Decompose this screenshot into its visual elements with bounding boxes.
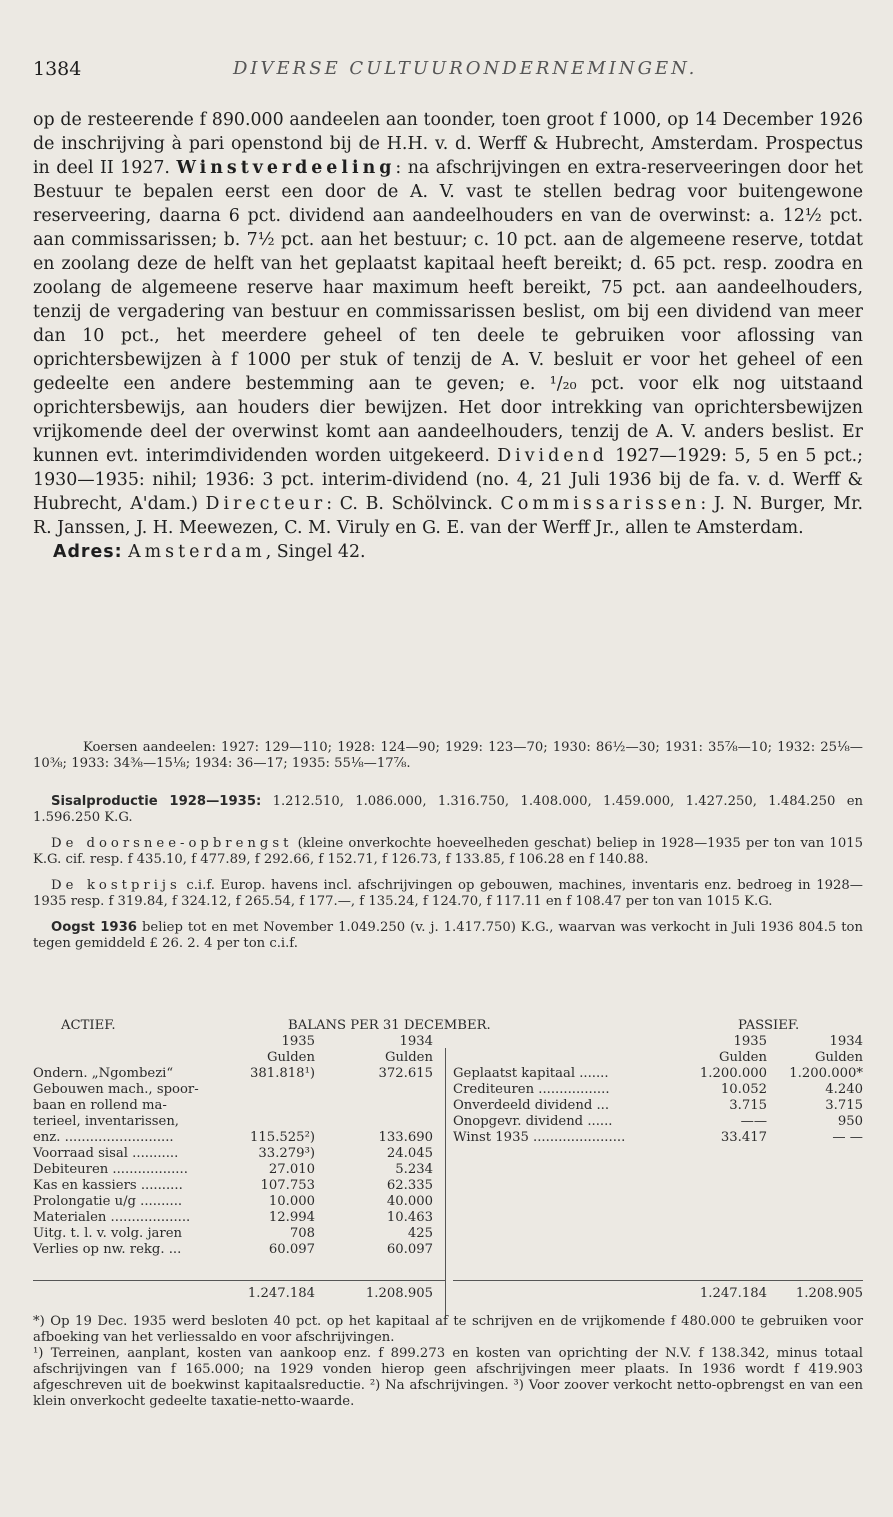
actief-label: Ondern. „Ngombezi“ — [33, 1066, 174, 1081]
running-title: DIVERSE CULTUURONDERNEMINGEN. — [233, 58, 698, 79]
year-header-row — [33, 1034, 863, 1050]
opbrengst-paragraph — [33, 836, 863, 868]
passief-label: Winst 1935 ...................... — [453, 1130, 626, 1145]
intro-line-1: op de resteerende f 890.000 aandeelen aan toonder, toen groot f 1000, op — [33, 110, 689, 130]
actief-value-1934: 40.000 — [386, 1194, 433, 1209]
passief-row — [33, 1098, 863, 1114]
total-passief-1934: 1.208.905 — [795, 1286, 863, 1301]
passief-row — [33, 1082, 863, 1098]
footnote-numbered: ¹) Terreinen, aanplant, kosten van aankoop enz. f 899.273 en kosten van oprichting der N.V. f 138.342, minus totaal afschrijvingen van f 165.000; na 1929 vonden hierop geen afschrijvingen meer plaats. In 1936 wordt f 419.903 afgeschreven uit de boekwinst kapitaalsreductie. ²) Na afschrijvingen. ³) Voor zoover verkocht netto-opbrengst en van een klein onverkocht gedeelte taxatie-netto-waarde. — [33, 1346, 863, 1409]
page-number: 1384 — [33, 58, 82, 80]
kostprijs-label: De kostprijs — [51, 878, 181, 893]
intro-line-3: & Hubrecht, Amsterdam. Prospectus in deel II 1927. — [33, 134, 863, 178]
main-text — [33, 108, 863, 564]
actief-value-1935: 33.279³) — [258, 1146, 315, 1161]
actief-label: baan en rollend ma- — [33, 1098, 167, 1113]
commissarissen-text: : J. N. Burger, Mr. R. Janssen, J. H. Meewezen, C. M. Viruly en G. E. van der Werff Jr., allen te Amsterdam. — [33, 494, 864, 538]
total-actief-1935: 1.247.184 — [247, 1286, 315, 1301]
actief-label: enz. .......................... — [33, 1130, 174, 1145]
unit-header-row — [33, 1050, 863, 1066]
passief-row — [33, 1114, 863, 1130]
kostprijs-paragraph — [33, 878, 863, 910]
passief-label: Geplaatst kapitaal ....... — [453, 1066, 609, 1081]
opbrengst-label: De doorsnee-opbrengst — [51, 836, 293, 851]
oogst-paragraph — [33, 920, 863, 952]
actief-heading: ACTIEF. — [61, 1018, 116, 1033]
total-passief-1935: 1.247.184 — [699, 1286, 767, 1301]
passief-heading: PASSIEF. — [738, 1018, 800, 1033]
sisal-paragraph — [33, 794, 863, 826]
footnote-star: *) Op 19 Dec. 1935 werd besloten 40 pct. op het kapitaal af te schrijven en de vrijkomende f 480.000 te gebruiken voor afboeking van het verliessaldo en voor afschrijvingen. — [33, 1314, 863, 1345]
actief-value-1934: 24.045 — [386, 1146, 433, 1161]
actief-label: Gebouwen mach., spoor- — [33, 1082, 199, 1097]
intro-paragraph — [33, 108, 863, 540]
actief-label: Verlies op nw. rekg. ... — [33, 1242, 182, 1257]
actief-row — [33, 1210, 863, 1226]
passief-value-1935: 3.715 — [729, 1098, 767, 1113]
total-row — [33, 1286, 863, 1302]
oogst-label: Oogst 1936 — [51, 920, 137, 935]
passief-row — [33, 1130, 863, 1146]
kostprijs-text: c.i.f. Europ. havens incl. afschrijvingen op gebouwen, machines, inventaris enz. bedroeg in 1928—1935 resp. f 319.84, f 324.12, f 265.54, f 177.—, f 135.24, f 124.70, f 117.11 en f 108.47 per ton van 1015 K.G. — [33, 878, 863, 909]
passief-label: Crediteuren ................. — [453, 1082, 610, 1097]
passief-value-1934: 4.240 — [825, 1082, 863, 1097]
footnotes — [33, 1314, 863, 1410]
actief-row — [33, 1162, 863, 1178]
passief-value-1934: 950 — [837, 1114, 863, 1129]
actief-value-1934: 133.690 — [378, 1130, 433, 1145]
address-street: , Singel 42. — [265, 542, 366, 562]
page-header — [33, 58, 863, 88]
passief-total-rule — [453, 1280, 863, 1281]
address-line — [33, 540, 863, 564]
balance-sheet — [33, 1018, 863, 1308]
address-city: Amsterdam — [128, 542, 266, 562]
sisal-text: 1.212.510, 1.086.000, 1.316.750, 1.408.000, 1.459.000, 1.427.250, 1.484.250 en 1.596.250 K.G. — [33, 794, 863, 825]
actief-year-1935: 1935 — [281, 1034, 315, 1049]
actief-row — [33, 1226, 863, 1242]
intro-line-2: 14 December 1926 de inschrijving à pari openstond bij de H.H. v. d. Werff — [33, 110, 864, 154]
passief-row — [33, 1066, 863, 1082]
actief-label: Kas en kassiers .......... — [33, 1178, 183, 1193]
actief-label: Debiteuren .................. — [33, 1162, 188, 1177]
actief-value-1935: 60.097 — [268, 1242, 315, 1257]
actief-value-1934: 60.097 — [386, 1242, 433, 1257]
passief-value-1935: 1.200.000 — [699, 1066, 767, 1081]
winstverdeeling-text: : na afschrijvingen en extra-reserveeringen door het Bestuur te bepalen eerst een door de A. V. vast te stellen bedrag voor buitengewone reserveering, daarna 6 pct. dividend aan aandeelhouders en van de overwinst: a. 12½ pct. aan commissarissen; b. 7½ pct. aan het bestuur; c. 10 pct. aan de algemeene reserve, totdat en zoolang deze de helft van het geplaatst kapitaal heeft bereikt; d. 65 pct. resp. zoodra en zoolang de algemeene reserve haar maximum heeft bereikt, 75 pct. aan aandeelhouders, tenzij de vergadering van bestuur en commissarissen beslist, om bij een dividend van meer dan 10 pct., het meerdere geheel of ten deele te gebruiken voor aflossing van oprichtersbewijzen à f 1000 per stuk of tenzij de A. V. besluit er voor het geheel of een gedeelte een andere bestemming aan te geven; e. ¹/₂₀ pct. voor elk nog uitstaand oprichtersbewijs, aan houders dier bewijzen. Het door intrekking van oprichtersbewijzen vrijkomende deel der overwinst komt aan aandeelhouders, tenzij de A. V. anders beslist. Er kunnen evt. interimdividenden worden uitgekeerd. — [33, 158, 863, 466]
total-actief-1934: 1.208.905 — [365, 1286, 433, 1301]
actief-value-1935: 708 — [289, 1226, 315, 1241]
actief-value-1935: 12.994 — [268, 1210, 315, 1225]
koersen-text: Koersen aandeelen: 1927: 129—110; 1928: 124—90; 1929: 123—70; 1930: 86½—30; 1931: 35⅞—10; 1932: 25⅛—10⅜; 1933: 34⅜—15⅛; 1934: 36—17; 1935: 55⅛—17⅞. — [33, 740, 863, 771]
actief-value-1935: 107.753 — [260, 1178, 315, 1193]
actief-unit-1934: Gulden — [385, 1050, 433, 1065]
actief-label: Uitg. t. l. v. volg. jaren — [33, 1226, 182, 1241]
opbrengst-text: (kleine onverkochte hoeveelheden geschat) beliep in 1928—1935 per ton van 1015 K.G. cif. resp. f 435.10, f 477.89, f 292.66, f 152.71, f 126.73, f 133.85, f 106.28 en f 140.88. — [33, 836, 863, 867]
dividend-text: 1927—1929: 5, 5 en 5 pct.; 1930—1935: nihil; 1936: 3 pct. interim-dividend (no. 4, 21 Juli 1936 bij de fa. v. d. Werff & Hubrecht, A'dam.) — [33, 446, 863, 514]
actief-label: Voorraad sisal ........... — [33, 1146, 179, 1161]
oogst-text: beliep tot en met November 1.049.250 (v. j. 1.417.750) K.G., waarvan was verkocht in Juli 1936 804.5 ton tegen gemiddeld £ 26. 2. 4 per ton c.i.f. — [33, 920, 863, 951]
actief-row — [33, 1194, 863, 1210]
actief-row — [33, 1242, 863, 1258]
actief-value-1934: 62.335 — [386, 1178, 433, 1193]
directeur-text: : C. B. Schölvinck. — [326, 494, 493, 514]
production-block — [33, 794, 863, 962]
commissarissen-label: Commissarissen — [500, 494, 701, 514]
address-label: Adres: — [53, 542, 123, 562]
passief-value-1935: 33.417 — [720, 1130, 767, 1145]
actief-total-rule — [33, 1280, 445, 1281]
balance-title: BALANS PER 31 DECEMBER. — [288, 1018, 491, 1033]
actief-value-1935: 115.525²) — [250, 1130, 315, 1145]
actief-label: Prolongatie u/g .......... — [33, 1194, 183, 1209]
winstverdeeling-label: Winstverdeeling — [176, 158, 396, 178]
passief-label: Onverdeeld dividend ... — [453, 1098, 610, 1113]
actief-value-1934: 10.463 — [386, 1210, 433, 1225]
passief-year-1934: 1934 — [829, 1034, 863, 1049]
actief-label: Materialen ................... — [33, 1210, 191, 1225]
actief-unit-1935: Gulden — [267, 1050, 315, 1065]
actief-value-1934: 372.615 — [378, 1066, 433, 1081]
actief-label: terieel, inventarissen, — [33, 1114, 180, 1129]
passief-unit-1935: Gulden — [719, 1050, 767, 1065]
actief-value-1935: 10.000 — [268, 1194, 315, 1209]
actief-row — [33, 1178, 863, 1194]
passief-year-1935: 1935 — [733, 1034, 767, 1049]
actief-year-1934: 1934 — [399, 1034, 433, 1049]
dividend-label: Dividend — [497, 446, 608, 466]
passief-value-1934: — — — [832, 1130, 863, 1145]
passief-label: Onopgevr. dividend ...... — [453, 1114, 613, 1129]
passief-value-1935: —— — [740, 1114, 767, 1129]
koersen-block — [33, 740, 863, 772]
passief-unit-1934: Gulden — [815, 1050, 863, 1065]
actief-value-1934: 425 — [407, 1226, 433, 1241]
actief-value-1935: 27.010 — [268, 1162, 315, 1177]
actief-value-1934: 5.234 — [395, 1162, 433, 1177]
passief-value-1934: 3.715 — [825, 1098, 863, 1113]
sisal-label: Sisalproductie 1928—1935: — [51, 794, 262, 809]
actief-row — [33, 1146, 863, 1162]
passief-value-1934: 1.200.000* — [789, 1066, 863, 1081]
passief-value-1935: 10.052 — [720, 1082, 767, 1097]
directeur-label: Directeur — [205, 494, 327, 514]
actief-value-1935: 381.818¹) — [250, 1066, 315, 1081]
